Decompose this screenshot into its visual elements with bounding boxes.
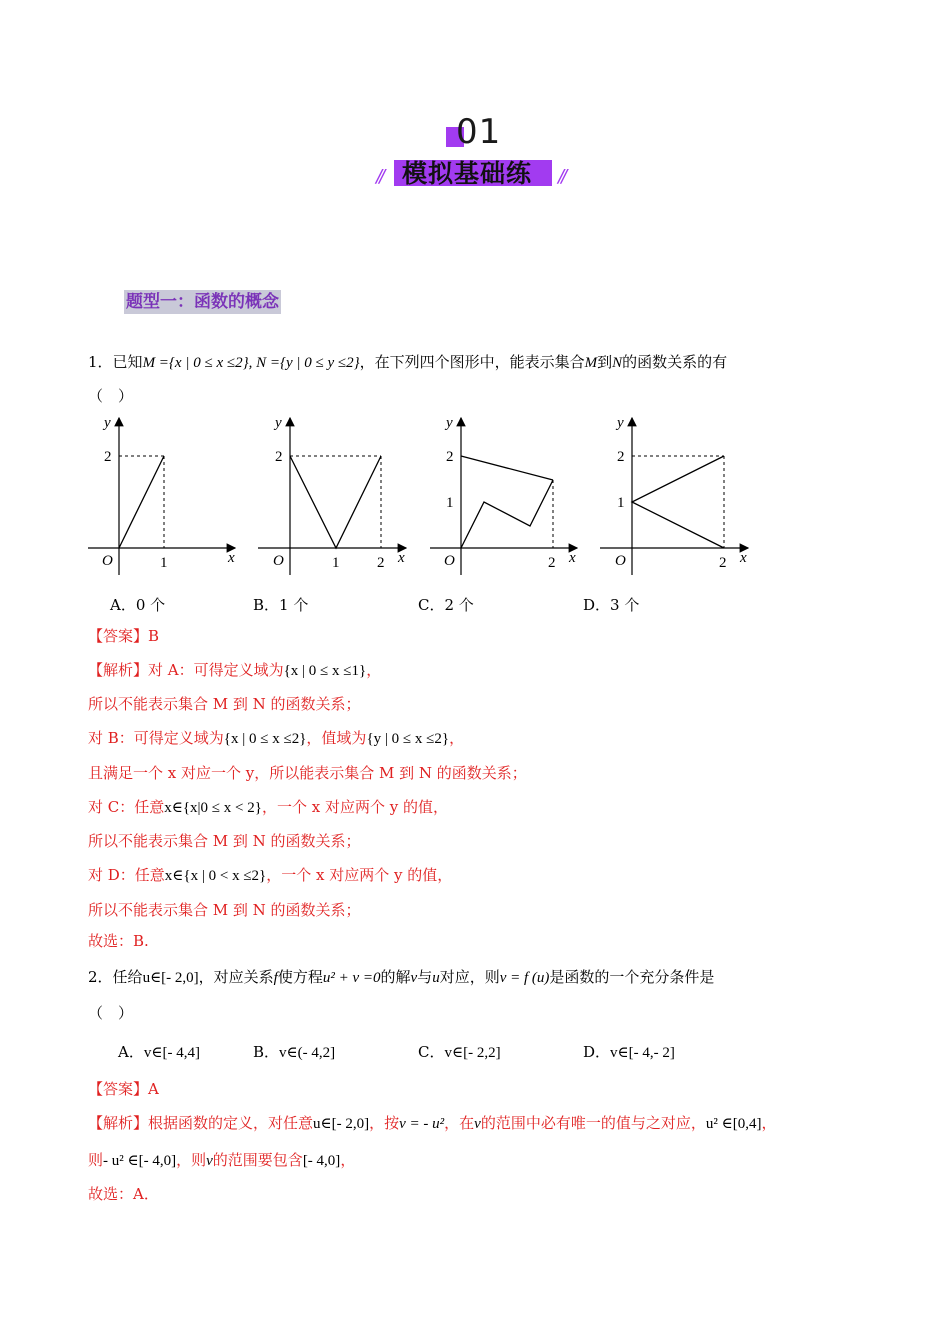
analysis-1-line-3 [88,728,464,749]
analysis-text: ，按 [369,1114,400,1132]
stem-text: 任给 [112,968,143,986]
analysis-text: ， [340,1151,356,1169]
option-d[interactable]: D．3 个 [583,596,640,614]
analysis-math: x∈{x | 0 < x ≤2} [164,868,267,884]
stem-text: 到 [597,353,613,371]
graph-line-lower [461,480,553,548]
analysis-text: 的范围要包含 [212,1151,303,1169]
graph-line [290,456,381,548]
origin-label: O [444,553,455,569]
stem-math: u∈[- 2,0] [142,970,199,986]
analysis-2-line-3: 故选：A． [88,1185,159,1203]
analysis-math: {x | 0 ≤ x ≤2} [223,731,307,747]
stem-text: 对应，则 [439,968,500,986]
analysis-text: ，则 [176,1151,207,1169]
origin-label: O [273,553,284,569]
analysis-text: ，值域为 [306,729,367,747]
y-label: y [104,415,111,431]
analysis-1-line-1 [88,660,381,681]
analysis-2-line-2 [88,1150,355,1171]
graph-1 [88,415,235,575]
option-label: A． [118,1043,144,1061]
stem-text: 的解 [380,968,411,986]
option-label: B． [253,1043,280,1061]
analysis-text: ， [449,729,465,747]
x-label: x [398,550,405,566]
option-label: C． [418,1043,445,1061]
stem-math: v [410,970,418,986]
analysis-math: x∈{x|0 ≤ x < 2} [164,800,262,816]
analysis-text: 则 [88,1151,104,1169]
answer-1: 【答案】B [88,627,160,645]
graph-line [632,456,724,548]
analysis-math: - u² ∈[- 4,0] [103,1153,177,1169]
question-1-paren: （ ） [88,387,134,405]
analysis-text: 对 B：可得定义域为 [88,729,224,747]
question-number: 2． [88,968,113,986]
option-label: D． [583,1043,611,1061]
title-right-slashes: // [558,166,565,187]
analysis-text: 对 C：任意 [88,798,165,816]
analysis-text: ，一个 x 对应两个 y 的值， [261,798,448,816]
tick-2: 2 [104,449,112,465]
question-2-paren: （ ） [88,1004,134,1022]
title-number: 01 [456,112,502,152]
analysis-text: ， [366,661,382,679]
stem-text: 的函数关系的有 [622,353,728,371]
origin-label: O [102,553,113,569]
analysis-text: ， [761,1114,777,1132]
y-label: y [617,415,624,431]
question-2-stem [88,967,714,988]
analysis-text: ，在 [444,1114,475,1132]
graph-2 [258,415,406,575]
tick-2: 2 [275,449,283,465]
stem-math: u² + v =0 [322,970,381,986]
question-1-graphs [80,410,760,580]
x-label: x [740,550,747,566]
analysis-math: u² ∈[0,4] [705,1116,762,1132]
analysis-1-line-6: 所以不能表示集合 M 到 N 的函数关系； [88,832,361,850]
analysis-text: ，一个 x 对应两个 y 的值， [266,866,453,884]
tick-2-x: 2 [548,555,556,571]
analysis-1-line-4: 且满足一个 x 对应一个 y，所以能表示集合 M 到 N 的函数关系； [88,764,527,782]
tick-2: 2 [617,449,625,465]
analysis-math: v [206,1153,213,1169]
tick-1: 1 [617,495,625,511]
analysis-math: v = - u² [399,1116,445,1132]
analysis-text: 【解析】对 A：可得定义域为 [88,661,284,679]
stem-text: ，对应关系 [198,968,274,986]
analysis-math: [- 4,0] [302,1153,341,1169]
analysis-text: 的范围中必有唯一的值与之对应， [480,1114,706,1132]
stem-text: 与 [417,968,433,986]
title-left-slashes: // [376,166,383,187]
origin-label: O [615,553,626,569]
analysis-math: u∈[- 2,0] [313,1116,370,1132]
tick-2-x: 2 [719,555,727,571]
tick-2-x: 2 [377,555,385,571]
stem-text: 已知 [112,353,143,371]
option-b[interactable]: B．1 个 [253,596,309,614]
graph-3 [430,415,577,575]
analysis-1-line-8: 所以不能表示集合 M 到 N 的函数关系； [88,901,361,919]
math-n: N [612,355,623,371]
analysis-math: {y | 0 ≤ x ≤2} [366,731,450,747]
option-math: v∈[- 2,2] [444,1045,501,1061]
option-math: v∈(- 4,2] [279,1045,336,1061]
set-definition: M ={x | 0 ≤ x ≤2}, N ={y | 0 ≤ y ≤2} [142,355,360,371]
stem-math: v = f (u) [499,970,550,986]
analysis-text: 对 D：任意 [88,866,165,884]
analysis-1-line-2: 所以不能表示集合 M 到 N 的函数关系； [88,695,361,713]
analysis-text: 【解析】根据函数的定义，对任意 [88,1114,314,1132]
math-m: M [584,355,598,371]
analysis-1-line-7 [88,865,452,886]
tick-1: 1 [446,495,454,511]
graph-line [119,456,164,548]
analysis-1-line-5 [88,797,448,818]
y-label: y [446,415,453,431]
graph-line-upper [461,456,553,480]
option-a[interactable] [118,1042,200,1063]
tick-1: 1 [332,555,340,571]
option-a[interactable]: A．0 个 [110,596,166,614]
option-b[interactable] [253,1042,335,1063]
question-1-stem [88,352,727,373]
tick-1: 1 [160,555,168,571]
tick-2: 2 [446,449,454,465]
y-label: y [275,415,282,431]
analysis-math: v [474,1116,481,1132]
option-math: v∈[- 4,4] [143,1045,200,1061]
analysis-2-line-1 [88,1113,776,1134]
stem-text: 是函数的一个充分条件是 [549,968,715,986]
option-c[interactable] [418,1042,501,1063]
question-number: 1． [88,353,113,371]
stem-math: u [432,970,440,986]
x-label: x [569,550,576,566]
option-c[interactable]: C．2 个 [418,596,474,614]
option-math: v∈[- 4,- 2] [610,1045,675,1061]
answer-2: 【答案】A [88,1080,159,1098]
graph-4 [600,415,748,575]
analysis-1-line-9: 故选：B. [88,932,149,950]
page-title: 模拟基础练 [402,159,533,188]
option-d[interactable] [583,1042,675,1063]
section-heading: 题型一：函数的概念 [126,292,279,312]
stem-text: 使方程 [277,968,323,986]
x-label: x [228,550,235,566]
stem-text: ，在下列四个图形中，能表示集合 [359,353,585,371]
analysis-math: {x | 0 ≤ x ≤1} [283,663,367,679]
stem-math: f [273,970,278,986]
